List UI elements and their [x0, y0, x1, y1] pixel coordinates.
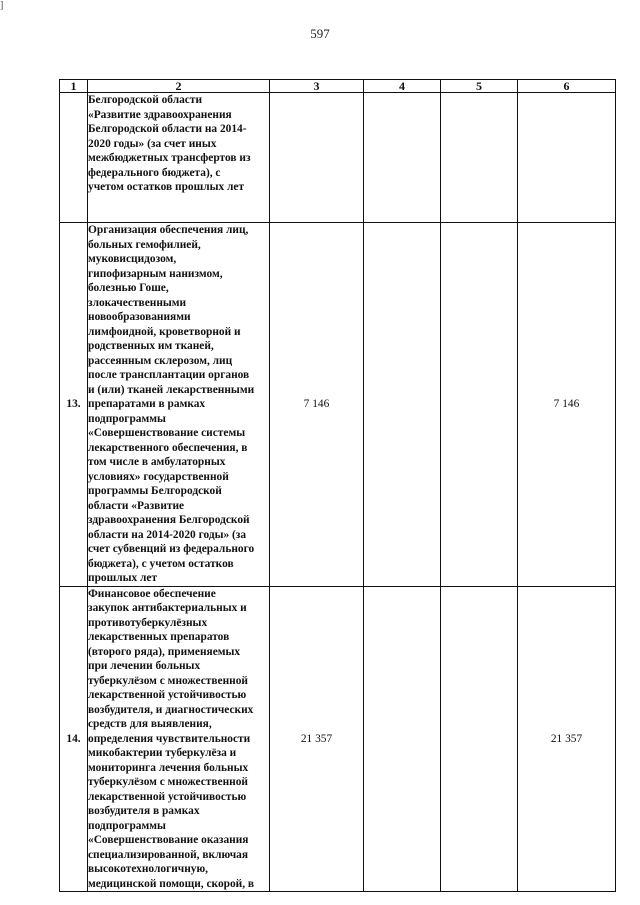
description-line: возбудителя, и диагностических	[88, 703, 254, 716]
row-number: 14.	[60, 586, 88, 892]
description-line: определения чувствительности	[88, 732, 251, 745]
description-line: прошлых лет	[88, 572, 158, 584]
row-col3-value: 21 357	[270, 586, 364, 892]
description-line: медицинской помощи, скорой, в	[88, 877, 255, 890]
row-number: 13.	[60, 223, 88, 587]
description-line: гипофизарным нанизмом,	[88, 267, 223, 280]
description-line: подпрограммы	[88, 412, 166, 425]
row-col5-value	[441, 93, 518, 223]
description-line: здравоохранения Белгородской	[88, 514, 250, 526]
description-line: больных гемофилией,	[88, 238, 201, 251]
corner-mark: ]	[0, 0, 4, 11]
header-row	[60, 80, 616, 93]
description-line: Организация обеспечения лиц,	[88, 224, 249, 236]
description-line: федерального бюджета), с	[88, 166, 221, 179]
description-line: лекарственной устойчивостью	[88, 790, 247, 803]
description-line: новообразованиями	[88, 311, 191, 323]
description-line: злокачественными	[88, 296, 187, 309]
description-line: «Развитие здравоохранения	[88, 108, 232, 121]
header-col-2: 2	[88, 80, 270, 93]
description-line: области «Развитие	[88, 499, 185, 512]
description-line: лекарственного обеспечения, в	[88, 441, 248, 454]
table-row-14	[60, 586, 616, 892]
description-line: препаратами в рамках	[88, 398, 206, 410]
description-line: микобактерии туберкулёза и	[88, 747, 237, 759]
description-line: подпрограммы	[88, 819, 166, 832]
description-line: лекарственных препаратов	[88, 631, 230, 643]
row-col5-value	[441, 586, 518, 892]
row-description	[88, 93, 270, 223]
description-line: болезнью Гоше,	[88, 282, 169, 294]
description-line: туберкулёзом с множественной	[88, 674, 248, 687]
description-line: рассеянным склерозом, лиц	[88, 354, 233, 367]
row-col6-value: 21 357	[518, 586, 616, 892]
row-col5-value	[441, 223, 518, 587]
description-line: средств для выявления,	[88, 718, 212, 730]
header-col-4: 4	[364, 80, 441, 93]
header-col-1: 1	[60, 80, 88, 93]
description-line: родственных им тканей,	[88, 340, 214, 352]
description-line: «Совершенствование оказания	[88, 834, 249, 846]
page-number: 597	[310, 26, 330, 41]
description-line: специализированной, включая	[88, 848, 249, 861]
row-description	[88, 223, 270, 587]
description-line: лимфоидной, кроветворной и	[88, 325, 241, 338]
description-line: после трансплантации органов	[88, 369, 250, 381]
description-line: закупок антибактериальных и	[88, 602, 247, 614]
row-description	[88, 586, 270, 892]
row-col6-value: 7 146	[518, 223, 616, 587]
row-col3-value: 7 146	[270, 223, 364, 587]
description-line: Белгородской области на 2014-	[88, 123, 247, 135]
description-line: лекарственной устойчивостью	[88, 689, 247, 701]
description-line: «Совершенствование системы	[88, 427, 246, 439]
description-line: Белгородской области	[88, 94, 203, 106]
description-line: учетом остатков прошлых лет	[88, 181, 245, 193]
description-line: и (или) тканей лекарственными	[88, 383, 255, 396]
row-number	[60, 93, 88, 223]
table-row-continuation	[60, 93, 616, 223]
budget-table	[59, 79, 616, 892]
description-line: муковисцидозом,	[88, 253, 177, 265]
description-line: Финансовое обеспечение	[88, 587, 216, 600]
table-row-13	[60, 223, 616, 587]
row-col4-value	[364, 586, 441, 892]
description-line: области на 2014-2020 годы» (за	[88, 528, 247, 541]
description-line: межбюджетных трансфертов из	[88, 152, 251, 164]
row-col4-value	[364, 223, 441, 587]
description-line: (второго ряда), применяемых	[88, 645, 241, 658]
description-line: туберкулёзом с множественной	[88, 776, 248, 788]
description-line: бюджета), с учетом остатков	[88, 557, 234, 570]
description-line: при лечении больных	[88, 660, 201, 672]
description-line: условиях» государственной	[88, 470, 229, 483]
description-line: программы Белгородской	[88, 485, 222, 497]
header-col-5: 5	[441, 80, 518, 93]
description-line: противотуберкулёзных	[88, 616, 208, 629]
description-line: возбудителя в рамках	[88, 805, 200, 817]
row-col4-value	[364, 93, 441, 223]
row-col3-value	[270, 93, 364, 223]
description-line: высокотехнологичную,	[88, 863, 209, 875]
description-line: 2020 годы» (за счет иных	[88, 137, 217, 150]
header-col-6: 6	[518, 80, 616, 93]
description-line: счет субвенций из федерального	[88, 543, 255, 555]
description-line: мониторинга лечения больных	[88, 761, 249, 774]
description-line: том числе в амбулаторных	[88, 456, 226, 468]
row-col6-value	[518, 93, 616, 223]
header-col-3: 3	[270, 80, 364, 93]
